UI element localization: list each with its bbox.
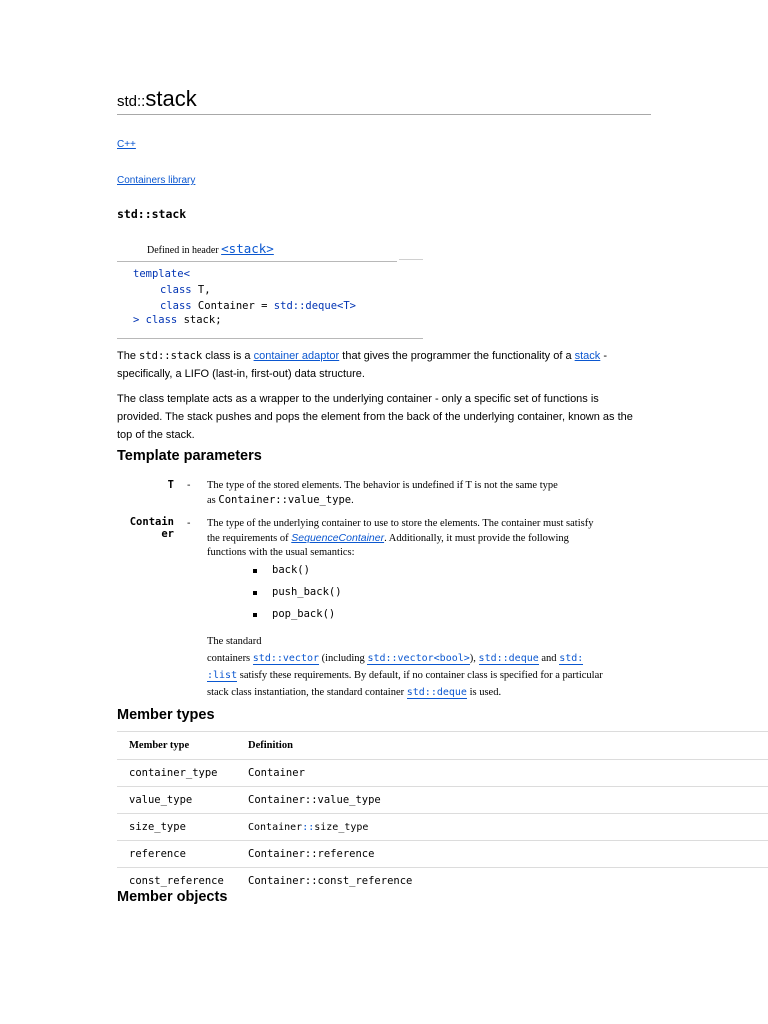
stack-link[interactable]: stack xyxy=(574,350,601,362)
column-header-definition: Definition xyxy=(236,732,768,760)
section-heading-std-stack: std::stack xyxy=(117,207,187,221)
decl-line: class T, xyxy=(160,284,211,296)
column-header-member-type: Member type xyxy=(117,732,236,760)
template-parameters-heading: Template parameters xyxy=(117,448,262,464)
std-vector-bool-link[interactable]: std::vector<bool> xyxy=(367,653,470,664)
definition-cell: Container::size_type xyxy=(236,814,768,841)
definition-cell: Container::value_type xyxy=(236,787,768,814)
breadcrumb-containers-link[interactable]: Containers library xyxy=(117,175,196,186)
page-title xyxy=(117,86,651,115)
header-stack-link[interactable]: <stack> xyxy=(221,241,274,256)
std-deque-link[interactable]: std::deque xyxy=(478,653,539,664)
title-name: stack xyxy=(145,86,197,111)
wrapper-paragraph: The class template acts as a wrapper to the underlying container - only a specific set of functions is provided. The stack pushes and pops the element from the back of the underlying container, known as the top of the stack. xyxy=(117,393,633,441)
definition-cell: Container xyxy=(236,760,768,787)
member-type-cell: container_type xyxy=(117,760,236,787)
bullet-icon xyxy=(253,591,257,595)
member-type-cell: size_type xyxy=(117,814,236,841)
declaration-code xyxy=(117,268,423,338)
member-type-cell: reference xyxy=(117,841,236,868)
param-dash: - xyxy=(187,517,191,529)
decl-line: template< xyxy=(133,268,190,280)
member-type-cell: const_reference xyxy=(117,868,236,895)
param-desc-T: The type of the stored elements. The behavior is undefined if T is not the same type as Container::value_type. xyxy=(207,480,558,506)
intro-paragraph: The std::stack class is a container adaptor that gives the programmer the functionality of a stack - specifically, a LIFO (last-in, first-out) data structure. xyxy=(117,350,608,380)
member-types-heading: Member types xyxy=(117,707,215,723)
bullet-icon xyxy=(253,613,257,617)
table-row xyxy=(117,787,768,814)
standard-containers-note: The standard containers std::vector (including std::vector<bool>), std::deque and std: :list satisfy these requirements. By default, if no container class is specified for a particular stack class instantiation, the standard container std::deque is used. xyxy=(207,636,603,698)
param-name-Container: Contain er xyxy=(129,516,174,540)
divider xyxy=(399,259,423,260)
title-namespace: std:: xyxy=(117,93,146,110)
breadcrumb-cpp-link[interactable]: C++ xyxy=(117,139,136,150)
table-row xyxy=(117,814,768,841)
definition-cell: Container::reference xyxy=(236,841,768,868)
member-type-cell: value_type xyxy=(117,787,236,814)
divider xyxy=(117,338,423,339)
std-vector-link[interactable]: std::vector xyxy=(252,653,320,664)
function-back: back() xyxy=(272,564,310,576)
table-row xyxy=(117,760,768,787)
std-list-link[interactable]: :list xyxy=(207,670,238,681)
param-name-T: T xyxy=(167,479,174,491)
table-row xyxy=(117,841,768,868)
bullet-icon xyxy=(253,569,257,573)
function-push-back: push_back() xyxy=(272,586,342,598)
std-deque-link[interactable]: std::deque xyxy=(406,687,467,698)
std-list-link[interactable]: std: xyxy=(559,653,584,664)
divider xyxy=(117,261,397,262)
defined-in-label: Defined in header xyxy=(147,245,219,256)
param-desc-Container: The type of the underlying container to use to store the elements. The container must satisfy the requirements of SequenceContainer. Additionally, it must provide the following functions with the usual semantics: xyxy=(207,518,594,558)
decl-line: > class stack; xyxy=(133,314,222,326)
table-header-row xyxy=(117,732,768,760)
decl-line: class Container = std::deque<T> xyxy=(160,300,356,312)
definition-cell: Container::const_reference xyxy=(236,868,768,895)
sequence-container-link[interactable]: SequenceContainer xyxy=(291,532,385,544)
function-pop-back: pop_back() xyxy=(272,608,336,620)
member-objects-heading: Member objects xyxy=(117,889,228,905)
defined-in-header xyxy=(147,241,274,256)
param-dash: - xyxy=(187,479,191,491)
container-adaptor-link[interactable]: container adaptor xyxy=(253,350,340,362)
member-types-table xyxy=(117,731,768,894)
